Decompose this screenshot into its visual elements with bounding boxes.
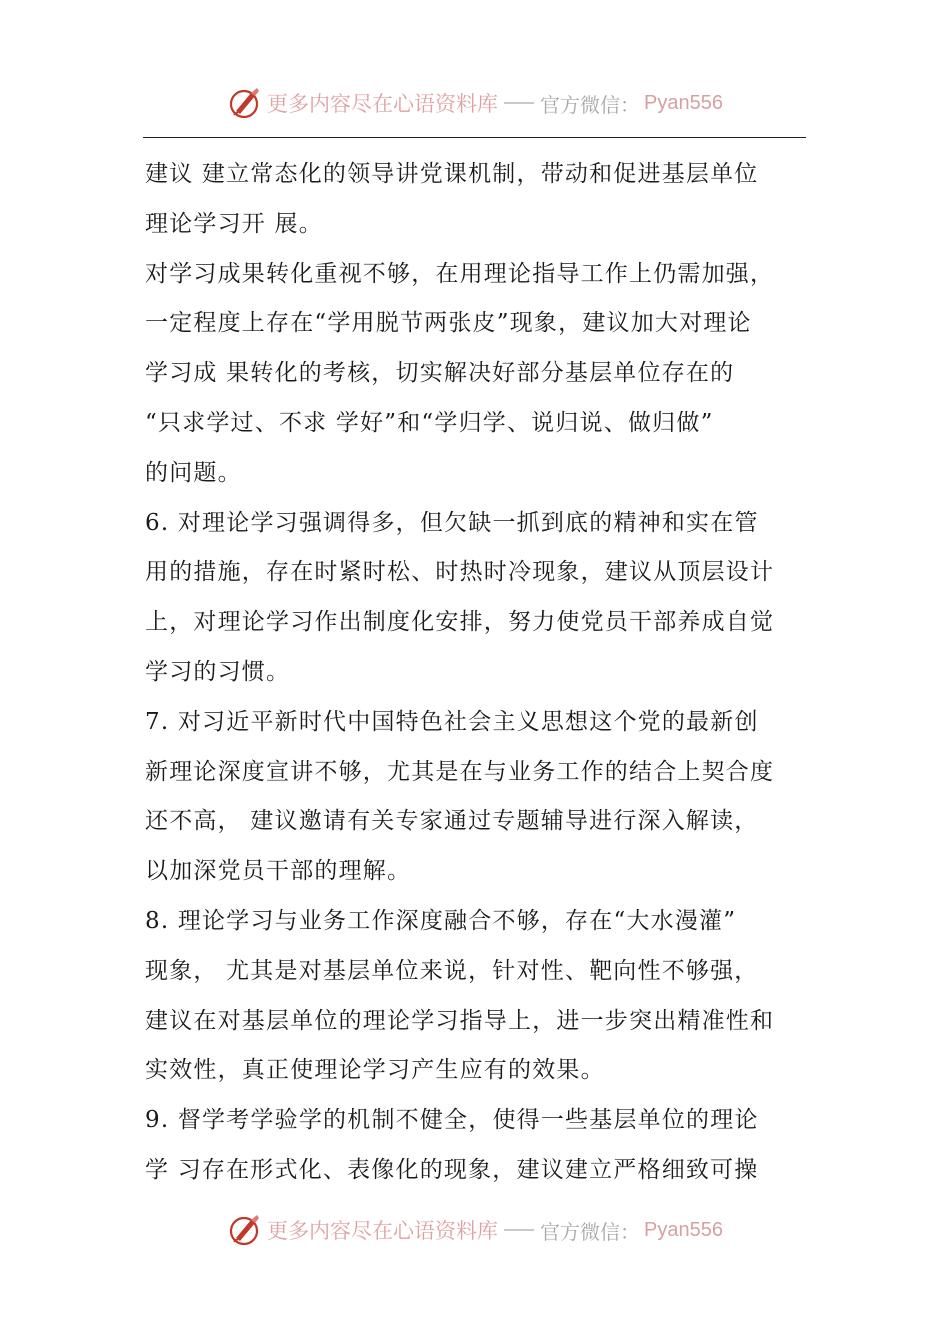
- header-banner-inner: [227, 85, 723, 121]
- header-official-label: 官方微信：: [540, 92, 641, 117]
- brand-logo-icon: [227, 1212, 263, 1248]
- header-banner-dash: [504, 102, 534, 104]
- footer-banner-inner: [227, 1212, 723, 1248]
- body-line: 用的措施，存在时紧时松、时热时冷现象，建议从顶层设计: [145, 559, 775, 586]
- body-line: 8. 理论学习与业务工作深度融合不够，存在“大水漫灌”: [145, 907, 737, 934]
- body-line: 学 习存在形式化、表像化的现象，建议建立严格细致可操: [145, 1156, 759, 1183]
- body-line: 7. 对习近平新时代中国特色社会主义思想这个党的最新创: [145, 708, 759, 735]
- body-line: 一定程度上存在“学用脱节两张皮”现象，建议加大对理论: [145, 310, 752, 337]
- footer-official-label: 官方微信：: [540, 1219, 641, 1244]
- footer-watermark-banner: [0, 1210, 950, 1250]
- body-line: 6. 对理论学习强调得多，但欠缺一抓到底的精神和实在管: [145, 509, 759, 536]
- body-line: 实效性，真正使理论学习产生应有的效果。: [145, 1057, 605, 1084]
- header-wechat-id: Pyan556: [644, 91, 723, 114]
- body-line: 新理论深度宣讲不够，尤其是在与业务工作的结合上契合度: [145, 758, 775, 785]
- body-line: 理论学习开 展。: [145, 210, 323, 237]
- body-line: “只求学过、不求 学好”和“学归学、说归说、做归做”: [145, 409, 714, 436]
- body-line: 学习的习惯。: [145, 658, 291, 685]
- body-line: 上，对理论学习作出制度化安排，努力使党员干部养成自觉: [145, 609, 775, 636]
- document-body: [145, 150, 810, 1196]
- body-line: 以加深党员干部的理解。: [145, 858, 412, 885]
- header-site-text: 更多内容尽在心语资料库: [267, 92, 499, 116]
- header-divider: [143, 137, 806, 138]
- brand-logo-icon: [227, 85, 263, 121]
- footer-wechat-id: Pyan556: [644, 1218, 723, 1241]
- body-line: 还不高， 建议邀请有关专家通过专题辅导进行深入解读，: [145, 808, 759, 835]
- body-line: 9. 督学考学验学的机制不健全，使得一些基层单位的理论: [145, 1107, 759, 1134]
- body-line: 建议 建立常态化的领导讲党课机制，带动和促进基层单位: [145, 161, 759, 187]
- header-watermark-banner: [0, 83, 950, 123]
- footer-site-text: 更多内容尽在心语资料库: [267, 1219, 499, 1243]
- body-line: 现象， 尤其是对基层单位来说，针对性、靶向性不够强，: [145, 957, 759, 984]
- body-line: 的问题。: [145, 459, 242, 486]
- body-line: 对学习成果转化重视不够，在用理论指导工作上仍需加强，: [145, 260, 775, 287]
- footer-banner-dash: [504, 1229, 534, 1231]
- body-line: 学习成 果转化的考核，切实解决好部分基层单位存在的: [145, 360, 735, 387]
- body-line: 建议在对基层单位的理论学习指导上，进一步突出精准性和: [145, 1007, 775, 1034]
